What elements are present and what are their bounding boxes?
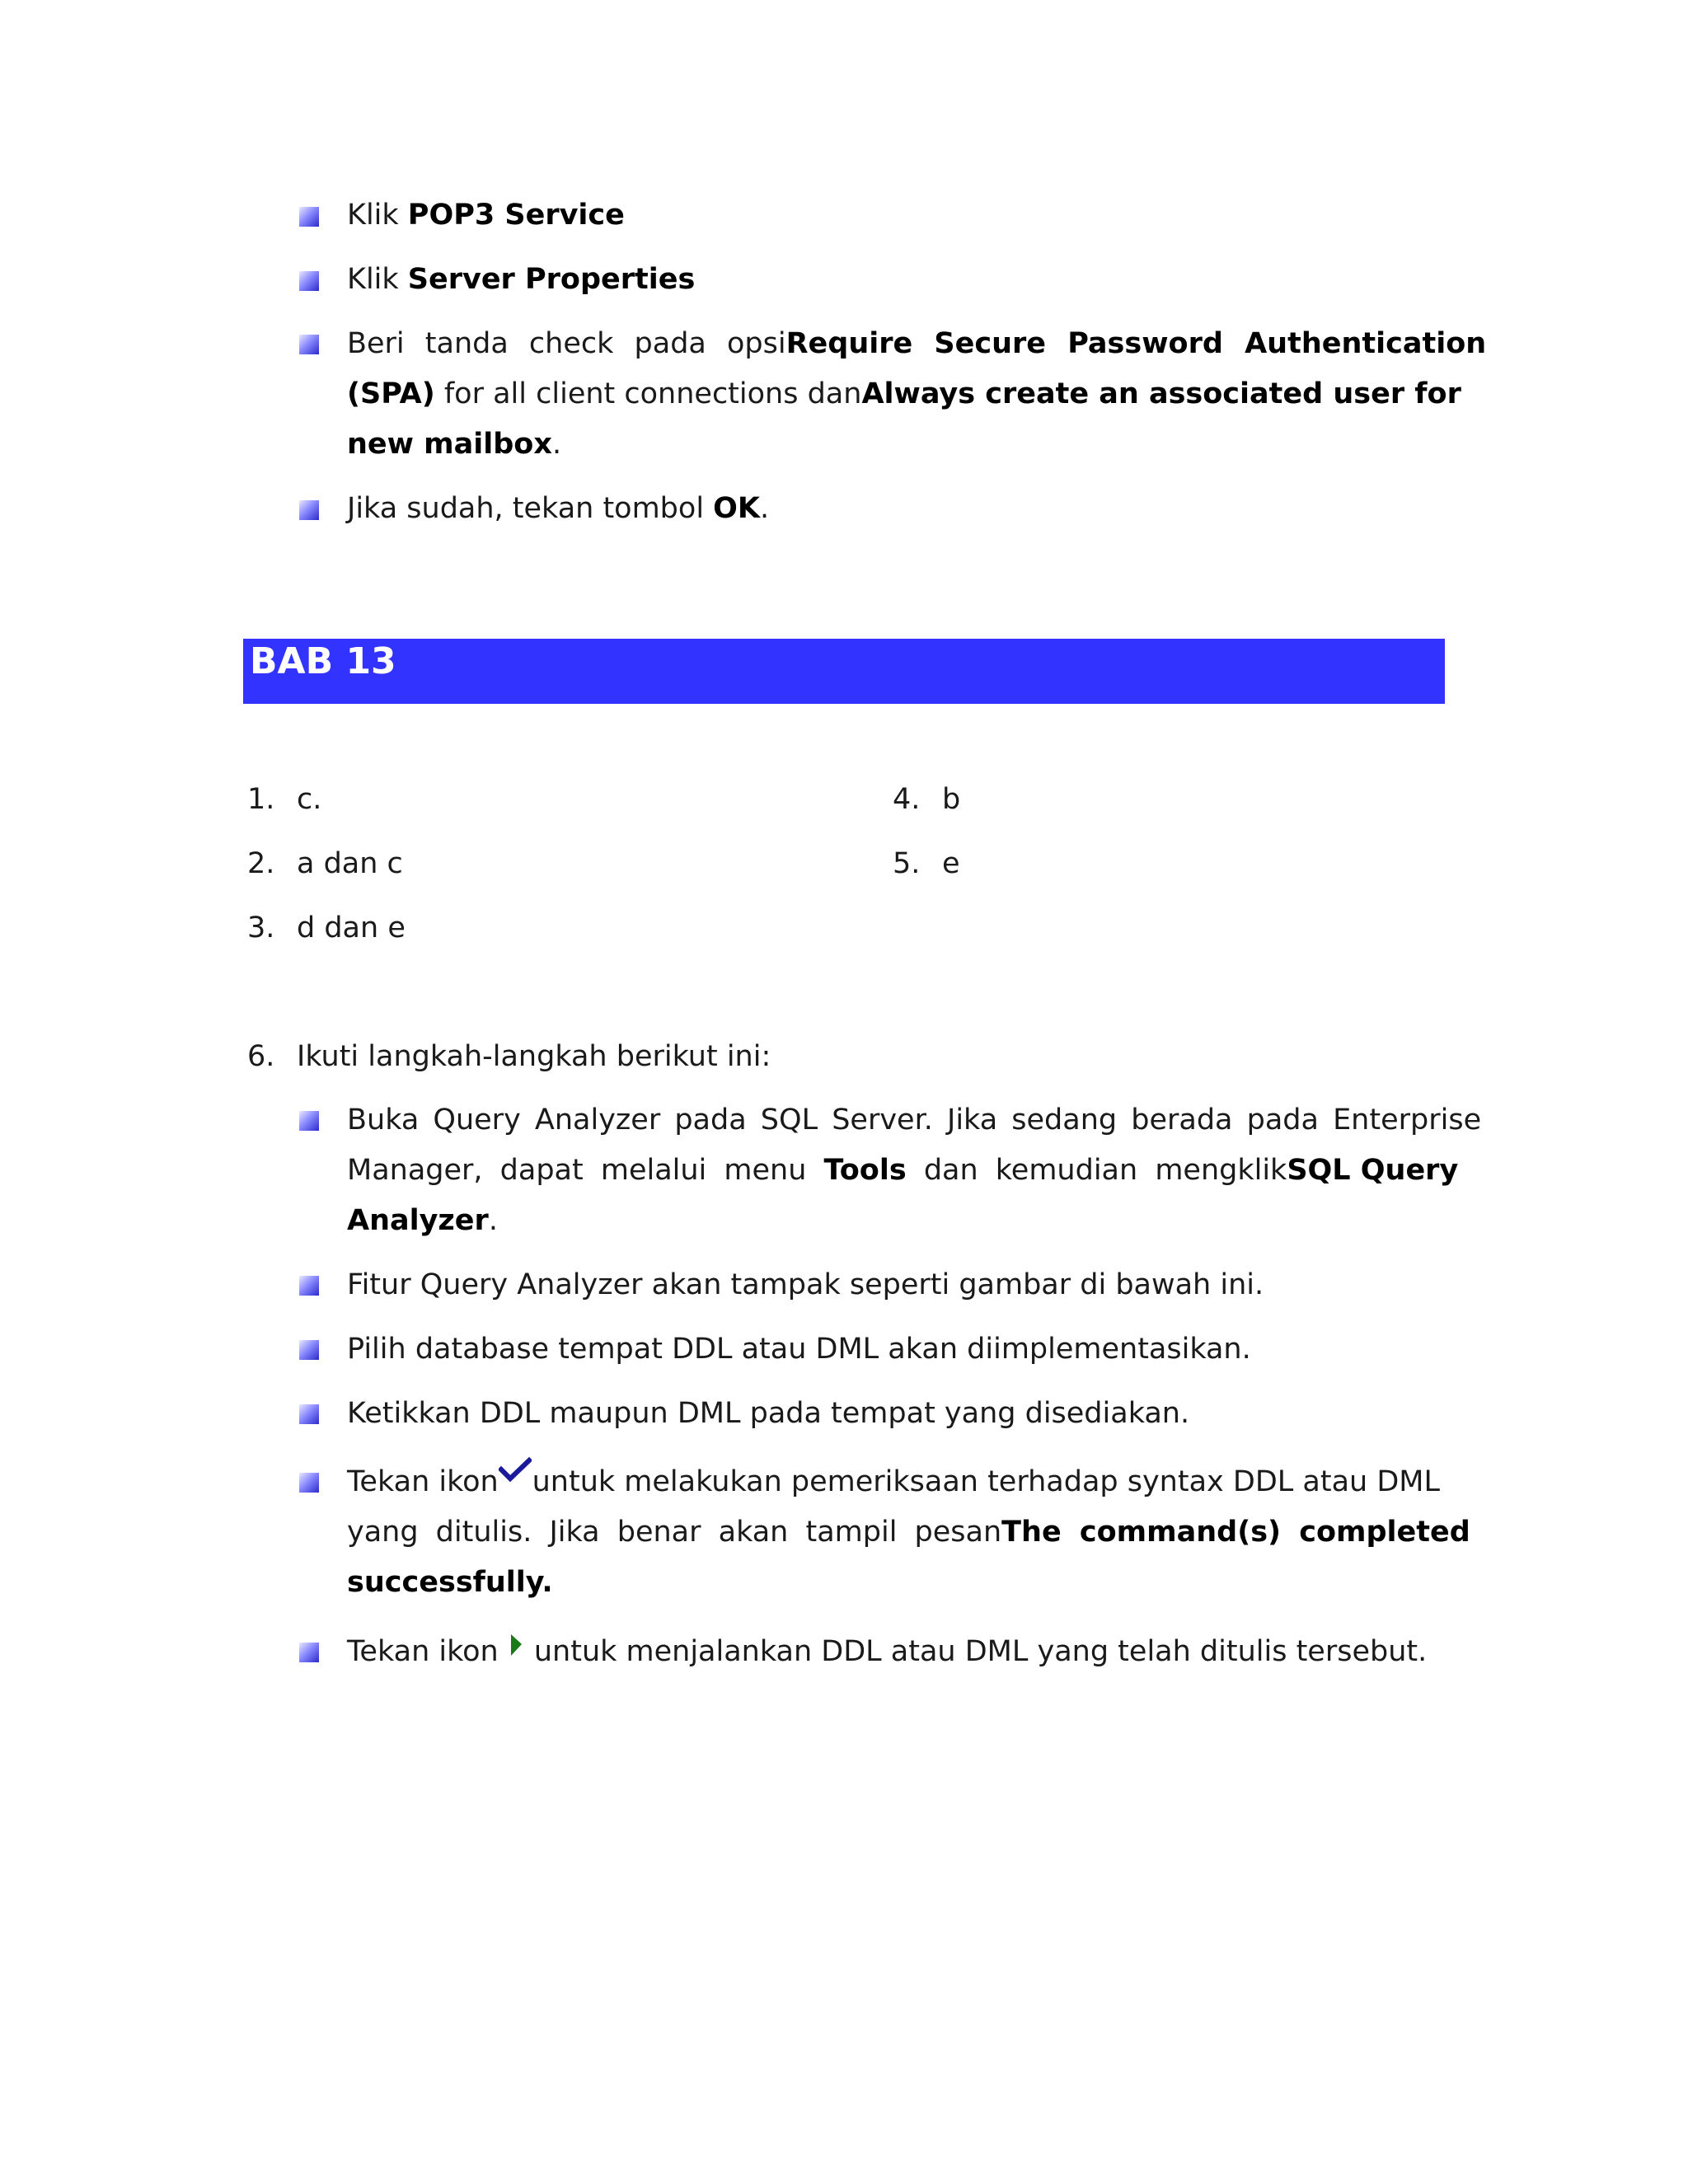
bullet-icon bbox=[299, 1473, 319, 1493]
check-icon bbox=[499, 1452, 532, 1485]
chapter-heading-bar bbox=[243, 639, 1445, 704]
bullet-bold-text: Always create an associated user for bbox=[861, 377, 1461, 410]
execute-arrow-icon bbox=[508, 1627, 526, 1660]
answer-item bbox=[247, 903, 406, 954]
bullet-icon bbox=[299, 1276, 319, 1296]
answer-number: 6. bbox=[247, 1040, 275, 1073]
bullet-icon bbox=[299, 1340, 319, 1360]
bullet-text: Klik bbox=[347, 199, 408, 232]
answer-number: 4. bbox=[893, 783, 921, 816]
bullet-icon bbox=[299, 1404, 319, 1424]
bullet-text: Klik bbox=[347, 263, 408, 296]
bullet-text: for all client connections dan bbox=[434, 377, 862, 410]
bullet-item-spa-line2 bbox=[347, 369, 1461, 419]
bullet-icon bbox=[299, 271, 319, 291]
answer-text: a dan c bbox=[297, 847, 403, 880]
step-feature bbox=[347, 1260, 1440, 1310]
chapter-heading-title: BAB 13 bbox=[250, 640, 396, 682]
bullet-text: . bbox=[760, 492, 770, 525]
bullet-item-spa-line3 bbox=[347, 419, 1440, 470]
step-bold-text: SQL Query bbox=[1287, 1154, 1459, 1187]
step-text: Tekan ikon bbox=[347, 1465, 499, 1498]
step-bold-text: Tools bbox=[823, 1154, 907, 1187]
step-text: yang ditulis. Jika benar akan tampil pesan bbox=[347, 1516, 1002, 1549]
step-text: dan kemudian mengklik bbox=[906, 1154, 1287, 1187]
bullet-bold-text: POP3 Service bbox=[407, 199, 625, 232]
step-check-syntax-line2 bbox=[347, 1507, 1470, 1558]
step-check-syntax-line3 bbox=[347, 1558, 1440, 1608]
bullet-item-ok bbox=[347, 484, 1440, 534]
answer-item bbox=[893, 775, 960, 825]
step-query-analyzer-line3 bbox=[347, 1196, 1440, 1246]
step-text: Pilih database tempat DDL atau DML akan diimplementasikan. bbox=[347, 1333, 1251, 1366]
bullet-bold-text: Server Properties bbox=[407, 263, 696, 296]
bullet-icon bbox=[299, 207, 319, 227]
bullet-bold-text: Require Secure Password Authentication bbox=[785, 327, 1487, 360]
step-text: untuk melakukan pemeriksaan terhadap syntax DDL atau DML bbox=[532, 1465, 1440, 1498]
bullet-icon bbox=[299, 1111, 319, 1131]
answer-number: 1. bbox=[247, 783, 275, 816]
answer-number: 2. bbox=[247, 847, 275, 880]
check-icon bbox=[499, 1456, 532, 1486]
bullet-text: Beri tanda check pada opsi bbox=[347, 327, 786, 360]
answer-item bbox=[247, 839, 403, 889]
step-choose-db bbox=[347, 1324, 1440, 1375]
answer-text: d dan e bbox=[297, 912, 406, 944]
bullet-icon bbox=[299, 500, 319, 520]
step-text: Manager, dapat melalui menu bbox=[347, 1154, 824, 1187]
step-text: . bbox=[488, 1204, 498, 1237]
bullet-icon bbox=[299, 1643, 319, 1662]
bullet-item-server-properties bbox=[347, 255, 1440, 305]
step-query-analyzer-line1 bbox=[347, 1095, 1482, 1146]
answer-text: b bbox=[942, 783, 961, 816]
bullet-icon bbox=[299, 335, 319, 354]
question-text: Ikuti langkah-langkah berikut ini: bbox=[297, 1040, 771, 1073]
bullet-bold-text: (SPA) bbox=[347, 377, 435, 410]
bullet-text: . bbox=[551, 428, 562, 461]
question-6 bbox=[247, 1032, 771, 1082]
step-bold-text: The command(s) completed bbox=[1001, 1516, 1470, 1549]
answer-item bbox=[893, 839, 960, 889]
step-text: Ketikkan DDL maupun DML pada tempat yang disediakan. bbox=[347, 1397, 1190, 1430]
step-bold-text: Analyzer bbox=[347, 1204, 489, 1237]
bullet-item-pop3 bbox=[347, 190, 1440, 241]
execute-arrow-icon bbox=[508, 1631, 526, 1661]
answer-text: e bbox=[942, 847, 960, 880]
step-query-analyzer-line2 bbox=[347, 1146, 1459, 1196]
bullet-bold-text: new mailbox bbox=[347, 428, 552, 461]
step-check-syntax-line1 bbox=[347, 1457, 1440, 1507]
bullet-bold-text: OK bbox=[713, 492, 761, 525]
answer-number: 5. bbox=[893, 847, 921, 880]
answer-number: 3. bbox=[247, 912, 275, 944]
step-bold-text: successfully. bbox=[347, 1566, 553, 1599]
step-type-ddl bbox=[347, 1389, 1440, 1439]
step-text: Buka Query Analyzer pada SQL Server. Jika sedang berada pada Enterprise bbox=[347, 1104, 1482, 1137]
bullet-item-spa-line1 bbox=[347, 319, 1487, 369]
step-text: untuk menjalankan DDL atau DML yang telah ditulis tersebut. bbox=[533, 1635, 1428, 1668]
answer-item bbox=[247, 775, 321, 825]
step-text: Tekan ikon bbox=[347, 1635, 499, 1668]
answer-text: c. bbox=[297, 783, 322, 816]
step-text: Fitur Query Analyzer akan tampak seperti gambar di bawah ini. bbox=[347, 1268, 1264, 1301]
step-execute bbox=[347, 1627, 1440, 1677]
bullet-text: Jika sudah, tekan tombol bbox=[347, 492, 714, 525]
